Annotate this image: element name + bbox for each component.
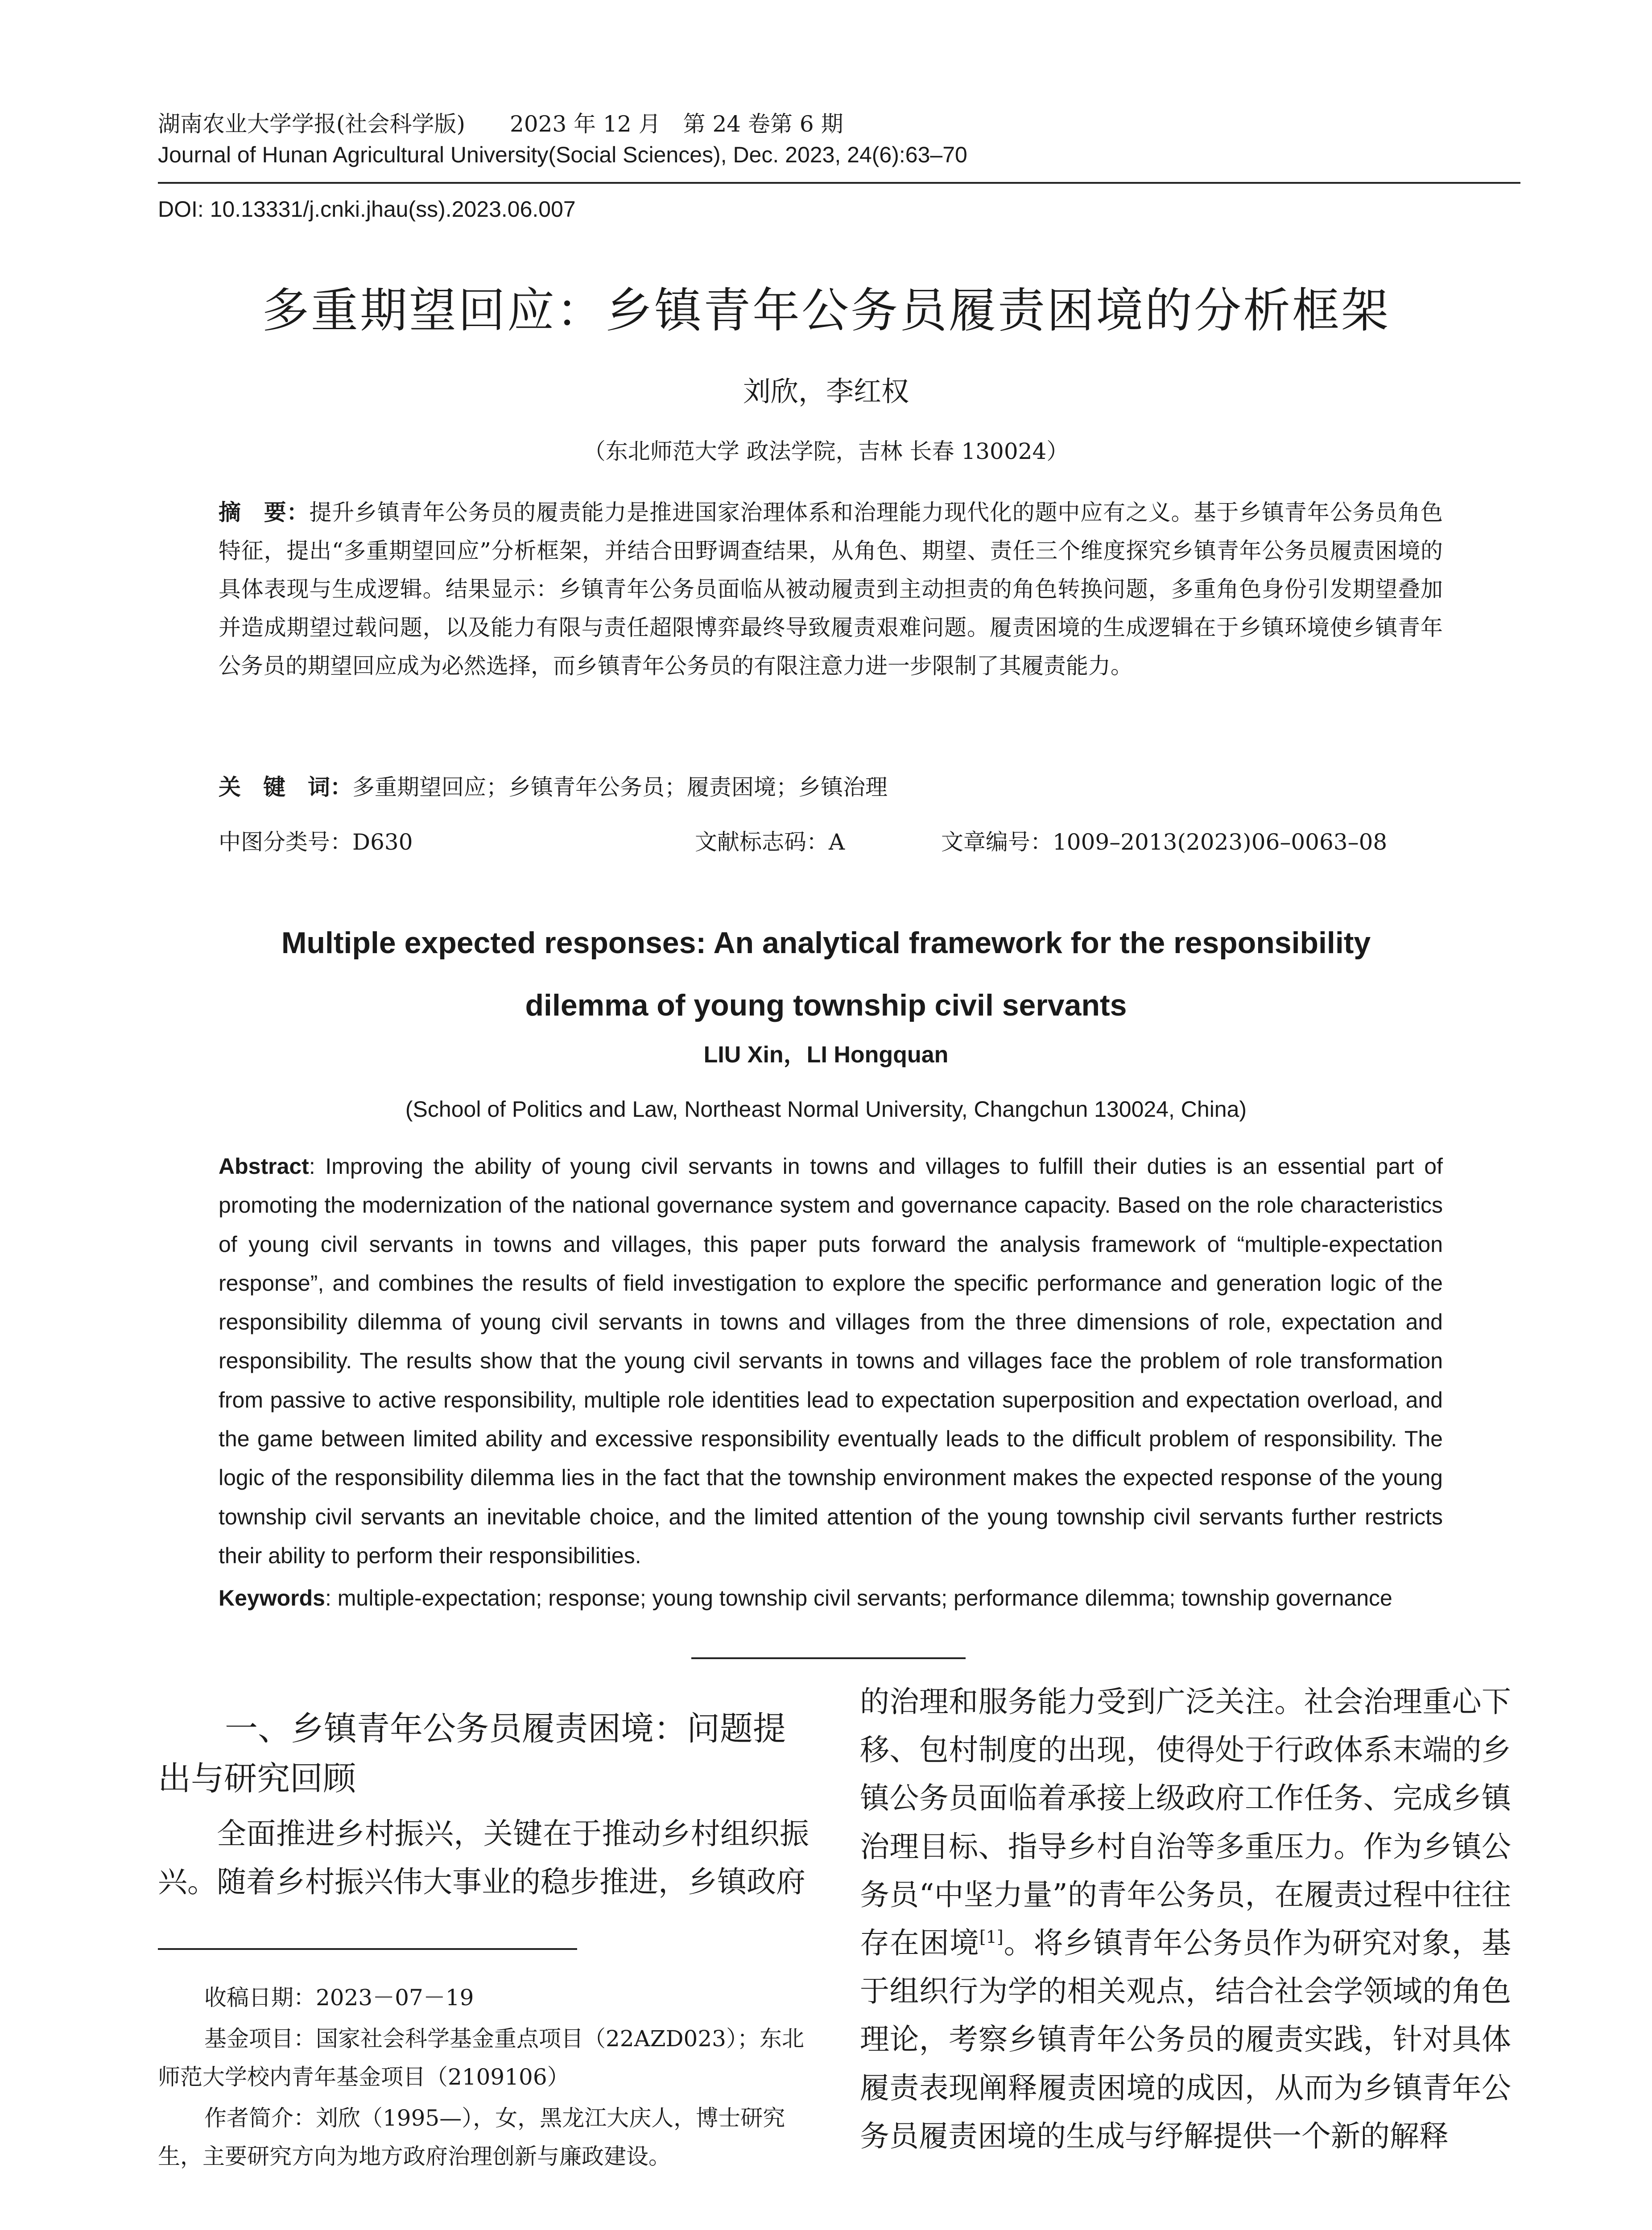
- section-heading: 一、乡镇青年公务员履责困境：问题提出与研究回顾: [158, 1710, 786, 1797]
- abstract-en-label: Abstract: [219, 1154, 309, 1179]
- footnote-received-date: 收稿日期：2023－07－19: [204, 1985, 474, 2011]
- authors-en: LIU Xin，LI Hongquan: [703, 1042, 949, 1068]
- footnote-funding: 基金项目：国家社会科学基金重点项目（22AZD023）；东北师范大学校内青年基金项目（2109106）: [158, 2026, 804, 2090]
- keywords-en-label: Keywords: [219, 1586, 325, 1611]
- authors-cn: 刘欣，李红权: [743, 376, 909, 407]
- keywords-cn-label: 关 键 词：: [219, 775, 352, 800]
- doi: DOI: 10.13331/j.cnki.jhau(ss).2023.06.007: [158, 197, 576, 222]
- classification-row: [219, 824, 1443, 860]
- title-en: [0, 912, 1652, 1037]
- keywords-cn-text: 多重期望回应；乡镇青年公务员；履责困境；乡镇治理: [352, 774, 888, 800]
- title-cn: 多重期望回应：乡镇青年公务员履责困境的分析框架: [262, 285, 1390, 337]
- affiliation-en: (School of Politics and Law, Northeast Normal University, Changchun 130024, China): [405, 1097, 1247, 1122]
- footnote-author-bio: 作者简介：刘欣（1995—），女，黑龙江大庆人，博士研究生，主要研究方向为地方政府治理创新与廉政建设。: [158, 2105, 785, 2169]
- document-code: 文献标志码：A: [695, 829, 845, 855]
- abstract-en: [219, 1147, 1443, 1575]
- keywords-cn: [219, 768, 1443, 806]
- affiliation-cn: （东北师范大学 政法学院，吉林 长春 130024）: [583, 438, 1069, 464]
- keywords-en: [219, 1579, 1443, 1618]
- clc-number: 中图分类号：D630: [219, 829, 413, 855]
- journal-name-cn: 湖南农业大学学报(社会科学版) 2023 年 12 月 第 24 卷第 6 期: [158, 111, 843, 137]
- title-en-line1: Multiple expected responses: An analytical framework for the responsibility: [281, 926, 1371, 960]
- header-rule: [158, 182, 1520, 184]
- title-en-line2: dilemma of young township civil servants: [525, 988, 1127, 1022]
- body-text-right-b: 。将乡镇青年公务员作为研究对象，基于组织行为学的相关观点，结合社会学领域的角色理论，考察乡镇青年公务员的履责实践，针对具体履责表现阐释履责困境的成因，从而为乡镇青年公务员履责困境的生成与纾解提供一个新的解释: [860, 1926, 1512, 2153]
- abstract-separator-rule: [691, 1657, 966, 1659]
- body-text-right-a: 的治理和服务能力受到广泛关注。社会治理重心下移、包村制度的出现，使得处于行政体系末端的乡镇公务员面临着承接上级政府工作任务、完成乡镇治理目标、指导乡村自治等多重压力。作为乡镇公务员“中坚力量”的青年公务员，在履责过程中往往存在困境: [860, 1685, 1511, 1961]
- abstract-cn-label: 摘 要：: [219, 500, 310, 525]
- keywords-en-text: : multiple-expectation; response; young township civil servants; performance dilemma; township governance: [325, 1586, 1392, 1611]
- footnote-rule: [158, 1948, 577, 1950]
- abstract-cn: [219, 493, 1443, 685]
- journal-name-en: Journal of Hunan Agricultural University(Social Sciences), Dec. 2023, 24(6):63–70: [158, 142, 967, 167]
- body-paragraph-left: 全面推进乡村振兴，关键在于推动乡村组织振兴。随着乡村振兴伟大事业的稳步推进，乡镇政府: [158, 1817, 809, 1899]
- abstract-cn-text: 提升乡镇青年公务员的履责能力是推进国家治理体系和治理能力现代化的题中应有之义。基于乡镇青年公务员角色特征，提出“多重期望回应”分析框架，并结合田野调查结果，从角色、期望、责任三个维度探究乡镇青年公务员履责困境的具体表现与生成逻辑。结果显示：乡镇青年公务员面临从被动履责到主动担责的角色转换问题，多重角色身份引发期望叠加并造成期望过载问题，以及能力有限与责任超限博弈最终导致履责艰难问题。履责困境的生成逻辑在于乡镇环境使乡镇青年公务员的期望回应成为必然选择，而乡镇青年公务员的有限注意力进一步限制了其履责能力。: [219, 500, 1443, 679]
- citation-ref-1: [1]: [979, 1927, 1004, 1947]
- body-paragraph-right: [860, 1678, 1511, 2160]
- abstract-en-text: : Improving the ability of young civil servants in towns and villages to fulfill their duties is an essential part of promoting the modernization of the national governance system and governance capacity. Based on the role characteristics of young civil servants in towns and villages, this paper puts forward the analysis framework of “multiple-expectation response”, and combines the results of field investigation to explore the specific performance and generation logic of the responsibility dilemma of young civil servants in towns and villages from the three dimensions of role, expectation and responsibility. The results show that the young civil servants in towns and villages face the problem of role transformation from passive to active responsibility, multiple role identities lead to expectation superposition and expectation overload, and the game between limited ability and excessive responsibility eventually leads to the difficult problem of responsibility. The logic of the responsibility dilemma lies in the fact that the township environment makes the expected response of the young township civil servants an inevitable choice, and the limited attention of the young township civil servants further restricts their ability to perform their responsibilities.: [219, 1154, 1443, 1568]
- article-number: 文章编号：1009–2013(2023)06–0063–08: [941, 829, 1388, 855]
